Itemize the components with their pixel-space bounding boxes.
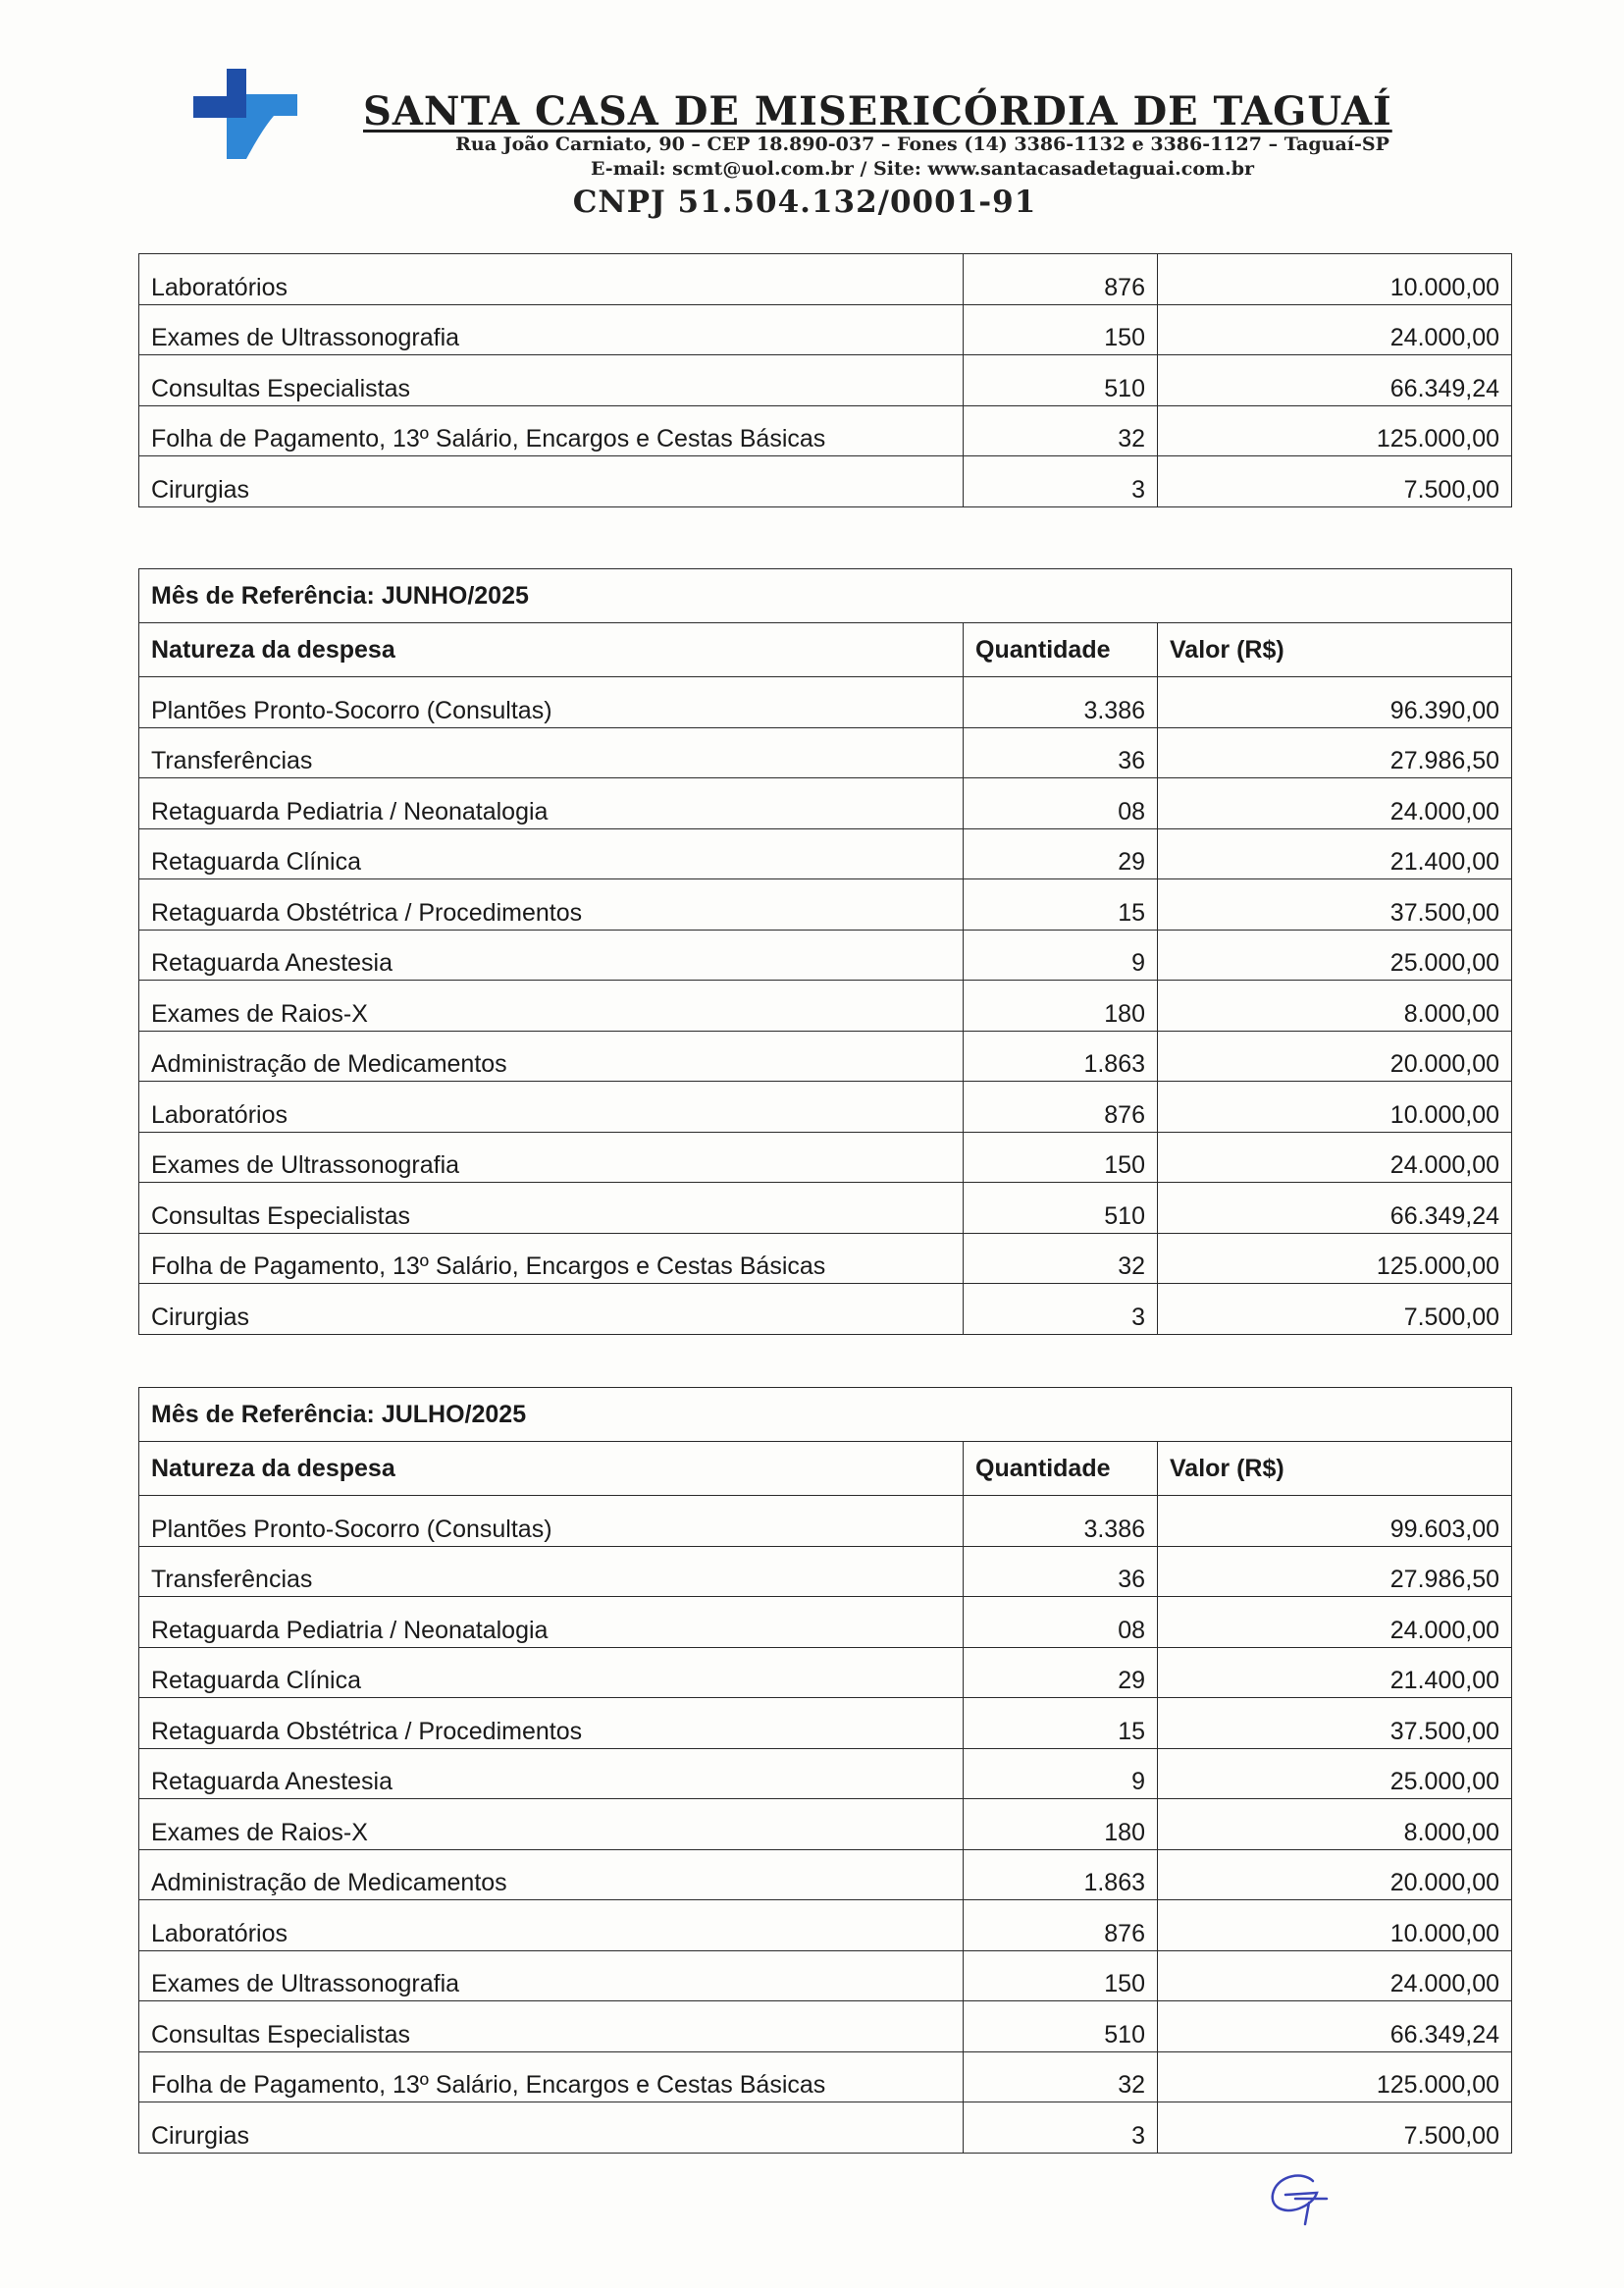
quantity-cell: 15 <box>964 879 1158 931</box>
table-row <box>139 1799 1512 1850</box>
table-row <box>139 1698 1512 1749</box>
june-2025-table <box>138 568 1512 1335</box>
expense-item-cell: Cirurgias <box>139 2102 964 2154</box>
table-row <box>139 2001 1512 2052</box>
column-header-row <box>139 623 1512 677</box>
table-row <box>139 304 1512 355</box>
value-cell: 21.400,00 <box>1158 1647 1512 1698</box>
expense-item-cell: Exames de Raios-X <box>139 1799 964 1850</box>
table-row <box>139 727 1512 778</box>
col-header-value: Valor (R$) <box>1158 623 1512 677</box>
value-cell: 21.400,00 <box>1158 828 1512 879</box>
expense-item-cell: Exames de Ultrassonografia <box>139 1950 964 2001</box>
value-cell: 25.000,00 <box>1158 930 1512 981</box>
value-cell: 37.500,00 <box>1158 879 1512 931</box>
expense-item-cell: Laboratórios <box>139 1082 964 1133</box>
quantity-cell: 1.863 <box>964 1031 1158 1082</box>
july-2025-table <box>138 1387 1512 2154</box>
value-cell: 96.390,00 <box>1158 677 1512 728</box>
table-row <box>139 1647 1512 1698</box>
value-cell: 25.000,00 <box>1158 1748 1512 1799</box>
expense-item-cell: Administração de Medicamentos <box>139 1849 964 1900</box>
col-header-value: Valor (R$) <box>1158 1442 1512 1496</box>
expense-item-cell: Retaguarda Clínica <box>139 1647 964 1698</box>
continuation-table <box>138 253 1512 507</box>
quantity-cell: 180 <box>964 1799 1158 1850</box>
value-cell: 24.000,00 <box>1158 1597 1512 1648</box>
col-header-qty: Quantidade <box>964 623 1158 677</box>
expense-item-cell: Retaguarda Pediatria / Neonatalogia <box>139 1597 964 1648</box>
value-cell: 8.000,00 <box>1158 981 1512 1032</box>
expense-item-cell: Folha de Pagamento, 13º Salário, Encargos e Cestas Básicas <box>139 1233 964 1284</box>
table-row <box>139 1900 1512 1951</box>
value-cell: 125.000,00 <box>1158 1233 1512 1284</box>
month-title-row <box>139 1388 1512 1442</box>
quantity-cell: 08 <box>964 778 1158 829</box>
table-row <box>139 1132 1512 1183</box>
quantity-cell: 510 <box>964 355 1158 406</box>
quantity-cell: 29 <box>964 1647 1158 1698</box>
expense-item-cell: Transferências <box>139 1546 964 1597</box>
value-cell: 37.500,00 <box>1158 1698 1512 1749</box>
table-row <box>139 879 1512 931</box>
value-cell: 66.349,24 <box>1158 355 1512 406</box>
expense-item-cell: Exames de Ultrassonografia <box>139 1132 964 1183</box>
expense-item-cell: Folha de Pagamento, 13º Salário, Encargos e Cestas Básicas <box>139 405 964 456</box>
value-cell: 20.000,00 <box>1158 1849 1512 1900</box>
month-title-row <box>139 569 1512 623</box>
quantity-cell: 36 <box>964 727 1158 778</box>
table-row <box>139 2102 1512 2154</box>
expense-item-cell: Retaguarda Clínica <box>139 828 964 879</box>
table-row <box>139 828 1512 879</box>
expense-item-cell: Retaguarda Anestesia <box>139 930 964 981</box>
quantity-cell: 32 <box>964 2051 1158 2102</box>
table-row <box>139 778 1512 829</box>
quantity-cell: 150 <box>964 1132 1158 1183</box>
month-title: Mês de Referência: JULHO/2025 <box>139 1388 1512 1442</box>
quantity-cell: 150 <box>964 304 1158 355</box>
quantity-cell: 32 <box>964 1233 1158 1284</box>
quantity-cell: 3 <box>964 456 1158 507</box>
quantity-cell: 29 <box>964 828 1158 879</box>
table-row <box>139 1183 1512 1234</box>
quantity-cell: 510 <box>964 2001 1158 2052</box>
quantity-cell: 9 <box>964 930 1158 981</box>
value-cell: 7.500,00 <box>1158 1284 1512 1335</box>
quantity-cell: 3 <box>964 2102 1158 2154</box>
col-header-qty: Quantidade <box>964 1442 1158 1496</box>
expense-item-cell: Retaguarda Pediatria / Neonatalogia <box>139 778 964 829</box>
column-header-row <box>139 1442 1512 1496</box>
value-cell: 99.603,00 <box>1158 1496 1512 1547</box>
table-row <box>139 1597 1512 1648</box>
quantity-cell: 510 <box>964 1183 1158 1234</box>
value-cell: 125.000,00 <box>1158 405 1512 456</box>
expense-item-cell: Retaguarda Obstétrica / Procedimentos <box>139 879 964 931</box>
table-row <box>139 677 1512 728</box>
institution-contact: E-mail: scmt@uol.com.br / Site: www.santacasadetaguai.com.br <box>590 158 1255 180</box>
institution-name: SANTA CASA DE MISERICÓRDIA DE TAGUAÍ <box>363 88 1392 134</box>
table-row <box>139 1849 1512 1900</box>
handwritten-initial-signature <box>1266 2169 1335 2226</box>
table-row <box>139 930 1512 981</box>
quantity-cell: 32 <box>964 405 1158 456</box>
value-cell: 66.349,24 <box>1158 2001 1512 2052</box>
quantity-cell: 876 <box>964 1082 1158 1133</box>
value-cell: 66.349,24 <box>1158 1183 1512 1234</box>
expense-item-cell: Consultas Especialistas <box>139 2001 964 2052</box>
santa-casa-cross-logo <box>193 69 297 159</box>
table-row <box>139 1284 1512 1335</box>
col-header-item: Natureza da despesa <box>139 623 964 677</box>
table-row <box>139 1082 1512 1133</box>
quantity-cell: 08 <box>964 1597 1158 1648</box>
institution-cnpj: CNPJ 51.504.132/0001-91 <box>572 185 1037 220</box>
value-cell: 27.986,50 <box>1158 727 1512 778</box>
value-cell: 24.000,00 <box>1158 778 1512 829</box>
table-row <box>139 1496 1512 1547</box>
table-row <box>139 405 1512 456</box>
quantity-cell: 1.863 <box>964 1849 1158 1900</box>
value-cell: 125.000,00 <box>1158 2051 1512 2102</box>
quantity-cell: 180 <box>964 981 1158 1032</box>
value-cell: 24.000,00 <box>1158 1950 1512 2001</box>
table-row <box>139 1233 1512 1284</box>
table-row <box>139 355 1512 406</box>
value-cell: 10.000,00 <box>1158 254 1512 305</box>
value-cell: 27.986,50 <box>1158 1546 1512 1597</box>
value-cell: 10.000,00 <box>1158 1082 1512 1133</box>
table-row <box>139 1031 1512 1082</box>
quantity-cell: 9 <box>964 1748 1158 1799</box>
value-cell: 8.000,00 <box>1158 1799 1512 1850</box>
value-cell: 7.500,00 <box>1158 2102 1512 2154</box>
quantity-cell: 3 <box>964 1284 1158 1335</box>
expense-item-cell: Laboratórios <box>139 1900 964 1951</box>
table-row <box>139 2051 1512 2102</box>
quantity-cell: 150 <box>964 1950 1158 2001</box>
value-cell: 20.000,00 <box>1158 1031 1512 1082</box>
table-row <box>139 1546 1512 1597</box>
value-cell: 24.000,00 <box>1158 304 1512 355</box>
expense-item-cell: Exames de Raios-X <box>139 981 964 1032</box>
table-row <box>139 254 1512 305</box>
table-row <box>139 1950 1512 2001</box>
expense-item-cell: Plantões Pronto-Socorro (Consultas) <box>139 677 964 728</box>
month-title: Mês de Referência: JUNHO/2025 <box>139 569 1512 623</box>
expense-item-cell: Consultas Especialistas <box>139 1183 964 1234</box>
expense-item-cell: Transferências <box>139 727 964 778</box>
expense-item-cell: Cirurgias <box>139 456 964 507</box>
expense-item-cell: Retaguarda Anestesia <box>139 1748 964 1799</box>
institution-address: Rua João Carniato, 90 – CEP 18.890-037 – Fones (14) 3386-1132 e 3386-1127 – Taguaí-SP <box>455 133 1389 155</box>
expense-item-cell: Administração de Medicamentos <box>139 1031 964 1082</box>
value-cell: 24.000,00 <box>1158 1132 1512 1183</box>
quantity-cell: 36 <box>964 1546 1158 1597</box>
quantity-cell: 876 <box>964 254 1158 305</box>
table-row <box>139 1748 1512 1799</box>
expense-item-cell: Retaguarda Obstétrica / Procedimentos <box>139 1698 964 1749</box>
value-cell: 10.000,00 <box>1158 1900 1512 1951</box>
quantity-cell: 15 <box>964 1698 1158 1749</box>
expense-item-cell: Cirurgias <box>139 1284 964 1335</box>
col-header-item: Natureza da despesa <box>139 1442 964 1496</box>
expense-item-cell: Plantões Pronto-Socorro (Consultas) <box>139 1496 964 1547</box>
table-row <box>139 981 1512 1032</box>
expense-item-cell: Laboratórios <box>139 254 964 305</box>
expense-item-cell: Consultas Especialistas <box>139 355 964 406</box>
quantity-cell: 3.386 <box>964 677 1158 728</box>
expense-item-cell: Exames de Ultrassonografia <box>139 304 964 355</box>
quantity-cell: 876 <box>964 1900 1158 1951</box>
expense-item-cell: Folha de Pagamento, 13º Salário, Encargos e Cestas Básicas <box>139 2051 964 2102</box>
quantity-cell: 3.386 <box>964 1496 1158 1547</box>
table-row <box>139 456 1512 507</box>
value-cell: 7.500,00 <box>1158 456 1512 507</box>
